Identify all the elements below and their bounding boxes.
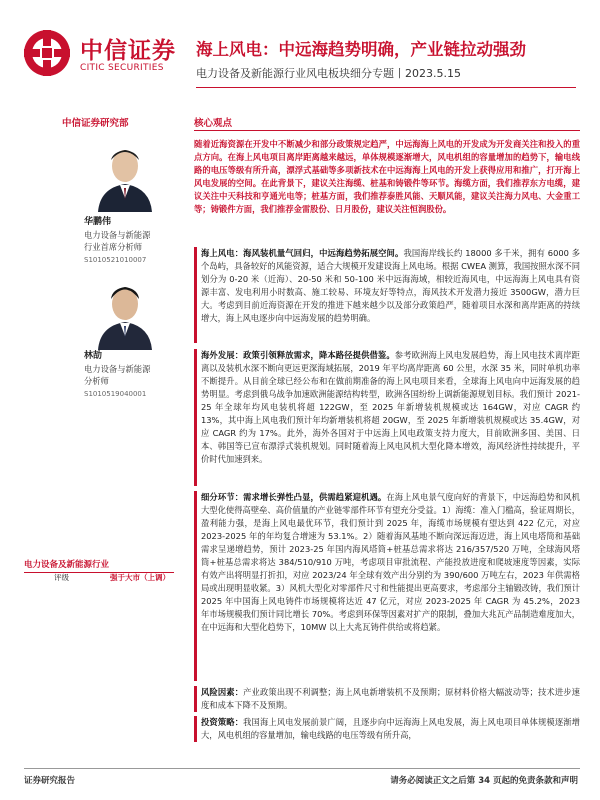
team-title: 中信证券研究部: [62, 118, 129, 129]
section-label: 投资策略：: [201, 717, 244, 727]
section-marker: [194, 247, 197, 343]
analyst-license: S1010519040001: [84, 389, 147, 398]
section-marker: [194, 349, 197, 486]
section-marker: [194, 491, 197, 681]
analyst-license: S1010521010007: [84, 255, 147, 264]
section-strategy: [194, 716, 580, 742]
citic-logo: [22, 28, 192, 82]
analyst-title: 分析师: [84, 376, 109, 386]
core-divider: [194, 130, 580, 131]
brand-name-en: CITIC SECURITIES: [80, 63, 164, 73]
core-summary: 随着近海资源在开发中不断减少和部分政策规定趋严，中远海海上风电的开发成为开发商关注和投入的重点方向。在海上风电项目离岸距离越来越远，单体规模逐渐增大，风电机组的容量增加的趋势下，输电线路的电压等级有所升高，漂浮式基础等多项新技术在中远海海上风电的开发上获得应用和推广，打开海上风电发展的空间。在此背景下，建议关注海缆、桩基和铸锻件等环节。海缆方面，我们推荐东方电缆，建议关注中天科技和亨通光电等；桩基方面，我们推荐泰胜风能、天顺风能，建议关注海力风电、大金重工等；铸锻件方面，我们推荐金雷股份、日月股份，建议关注恒润股份。: [194, 139, 580, 214]
section-body: 我国海上风电发展前景广阔，且逐步向中远海海上风电发展，海上风电项目单体规模逐渐增大，风电机组的容量增加，输电线路的电压等级有所升高，: [201, 717, 580, 740]
analyst-card-2: [84, 350, 194, 400]
section-label: 风险因素：: [201, 687, 244, 697]
section-label: 细分环节：需求增长弹性凸显，供需趋紧迎机遇。: [201, 492, 387, 502]
rating-value: 强于大市（上调）: [110, 573, 170, 582]
analyst-photo-2: [92, 276, 158, 350]
rating-label: 评级: [54, 573, 69, 582]
report-title: 海上风电：中远海趋势明确，产业链拉动强劲: [196, 40, 526, 59]
section-body: 在海上风电景气度向好的背景下，中远海趋势和风机大型化使得高壁垒、高价值量的产业链零部件环节有望充分受益。1）海缆：准入门槛高，验证周期长，盈利能力强，是海上风电最优环节，我们预计到 2025 年，海缆市场规模有望达到 422 亿元，对应 2023-2025 年的年均复合增速为 53.1%。2）随着海风基地不断向深远海迈进，海上风电塔筒和基础需求呈递增趋势，预计 2023-25 年国内海风塔筒+桩基总需求将达 216/357/520 万吨，全球海风塔筒+桩基总需求将达 384/510/910 万吨，考虑项目审批流程、产能投放进度和爬坡速度等因素，实际有效产出将明显打折扣，对应 2023/24 年全球有效产出分别约为 390/600 万吨左右，2023 年供需格局或出现明显收紧。3）风机大型化对零部件尺寸和性能提出更高要求，考虑部分主轴锻改铸，我们预计 2025 年中国海上风电铸件市场规模将达近 47 亿元，对应 2023-2025 年 CAGR 为 45.2%，2023 年市场规模我们预计同比增长 70%。考虑到环保等因素对扩产的限制，叠加大兆瓦产品制造难度加大，在中远海和大型化趋势下，10MW 以上大兆瓦铸件供给或将趋紧。: [201, 492, 580, 632]
section-body: 参考欧洲海上风电发展趋势，海上风电技术离岸距离以及装机水深不断向更远更深海域拓展，2019 年平均离岸距离 60 公里，水深 35 米，同时单机功率不断提升。从目前全球已经公布和在做前期准备的海上风电项目来看，全球海上风电向中远海发展的趋势明显。考虑到俄乌战争加速欧洲能源结构转型，欧洲各国纷纷上调新能源规划目标。我们预计 2021-25 年全球年均风电装机将超 122GW，至 2025 年新增装机规模或达 164GW，对应 CAGR 约 13%，其中海上风电我们预计年均新增装机将超 20GW，至 2025 年新增装机规模或达 35.4GW，对应 CAGR 约为 17%。此外，海外各国对于中远海上风电政策支持力度大，目前欧洲多国、美国、日本、韩国等已宣布漂浮式装机规划。同时随着海上风电风机大型化降本增效，海风经济性持续提升，平价时代加速到来。: [201, 350, 580, 464]
section-overseas: [194, 349, 580, 466]
footer-divider: [24, 768, 580, 769]
section-body: 我国海岸线长约 18000 多千米，拥有 6000 多个岛屿，具备较好的风能资源，适合大规模开发建设海上风电场。根据 CWEA 测算，我国按照水深不同划分为 0-20 米（近海）、20-50 米和 50-100 米中远海海域，相较近海风电，中远海海上风电具有资源丰富、发电利用小时数高、施工较易、环境友好等特点，海风技术开发潜力接近 3500GW，潜力巨大。考虑到目前近海资源在开发的推进下越来越少以及部分政策趋严，随着项目水深和离岸距离的持续增大，海上风电逐步向中远海发展的趋势明确。: [201, 248, 580, 323]
section-market: [194, 247, 580, 325]
report-subtitle: 电力设备及新能源行业风电板块细分专题丨2023.5.15: [196, 67, 461, 80]
footer-report-type: 证券研究报告: [24, 776, 76, 786]
analyst-title: 行业首席分析师: [84, 242, 143, 252]
section-label: 海外发展：政策引领释放需求，降本路径提供借鉴。: [201, 350, 395, 360]
section-risks: [194, 686, 580, 712]
analyst-card-1: [84, 216, 194, 266]
analyst-title: 电力设备与新能源: [84, 229, 151, 240]
section-marker: [194, 716, 197, 742]
industry-header: 电力设备及新能源行业: [24, 560, 110, 570]
section-label: 海上风电：海风装机量气回归，中远海趋势拓展空间。: [201, 248, 404, 258]
section-segments: [194, 491, 580, 634]
citic-emblem-icon: [22, 28, 72, 78]
analyst-title: 电力设备与新能源: [84, 363, 151, 374]
section-body: 产业政策出现不利调整；海上风电新增装机不及预期；原材料价格大幅波动等；技术进步速度和成本下降不及预期。: [201, 687, 580, 710]
brand-name-cn: 中信证券: [80, 38, 176, 64]
analyst-name: 林劼: [84, 351, 103, 361]
footer-disclaimer: 请务必阅读正文之后第 34 页起的免责条款和声明: [390, 776, 578, 786]
analyst-photo-1: [92, 138, 158, 212]
section-marker: [194, 686, 197, 712]
core-views-title: 核心观点: [194, 118, 233, 129]
header-divider: [196, 87, 576, 88]
analyst-name: 华鹏伟: [84, 217, 112, 227]
